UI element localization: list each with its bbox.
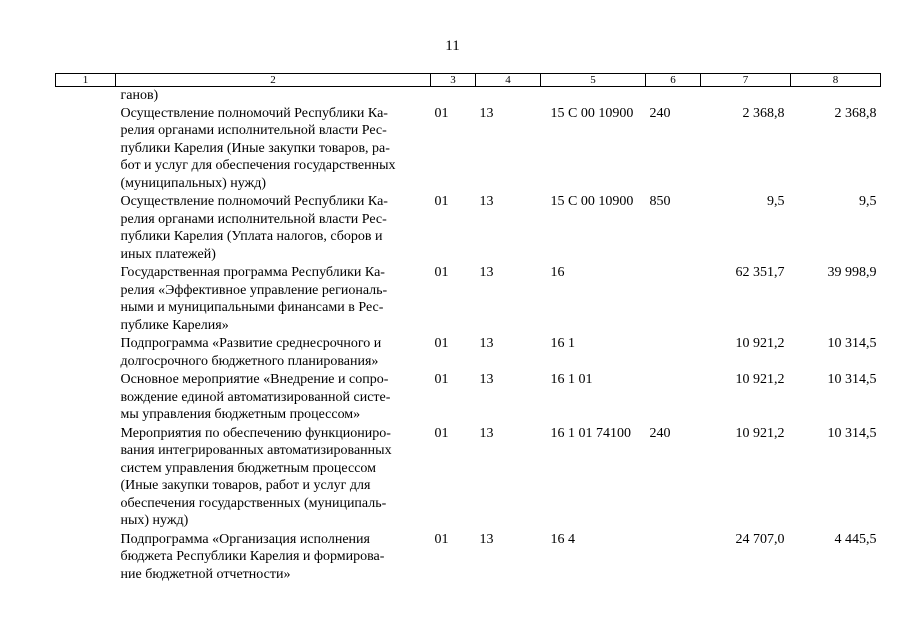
amount-1: 10 921,2: [735, 336, 785, 351]
cell-col-1: [56, 371, 116, 425]
name-line: бюджета Республики Карелия и формирова-: [120, 549, 385, 564]
name-line: публики Карелия (Уплата налогов, сборов и: [120, 229, 383, 244]
amount-2: 10 314,5: [827, 336, 877, 351]
amount-2: 39 998,9: [827, 265, 877, 280]
name-line: Подпрограмма «Организация исполнения: [120, 531, 370, 547]
column-header-6: 6: [646, 74, 701, 87]
target-article-code: 16: [550, 265, 565, 280]
row-name: [116, 335, 431, 371]
cell-col-1: [56, 335, 116, 371]
name-line: ных) нужд): [120, 513, 189, 528]
budget-table: [55, 73, 881, 584]
table-row: [56, 193, 881, 264]
column-numbers-row: [56, 74, 881, 87]
column-header-4: 4: [476, 74, 541, 87]
column-header-2: 2: [116, 74, 431, 87]
target-article-code: 16 1 01 74100: [550, 425, 631, 441]
section-code: 01: [434, 531, 449, 547]
subsection-code: 13: [479, 336, 494, 351]
name-line: (Иные закупки товаров, работ и услуг для: [120, 478, 371, 493]
name-line: Подпрограмма «Развитие среднесрочного и: [120, 336, 382, 351]
name-line: систем управления бюджетным процессом: [120, 460, 377, 476]
name-line: Осуществление полномочий Республики Ка-: [120, 105, 388, 121]
target-article-code: 15 С 00 10900: [550, 105, 634, 121]
row-name: [116, 105, 431, 194]
table-row: [56, 105, 881, 194]
column-header-7: 7: [701, 74, 791, 87]
amount-2: 10 314,5: [827, 425, 877, 441]
table-row: [56, 531, 881, 585]
table-row: [56, 335, 881, 371]
cell-col-1: [56, 264, 116, 335]
amount-1: 62 351,7: [735, 265, 785, 280]
page-number: 11: [445, 38, 460, 54]
target-article-code: 16 1 01: [550, 372, 593, 387]
expense-type-code: [646, 371, 701, 425]
name-line: обеспечения государственных (муниципаль-: [120, 495, 387, 511]
name-line: вождение единой автоматизированной систе-: [120, 389, 391, 405]
section-code: 01: [434, 265, 449, 280]
expense-type-code: 850: [649, 194, 671, 209]
target-article-code: 16 4: [550, 531, 575, 547]
name-line: публике Карелия»: [120, 317, 229, 333]
column-header-3: 3: [431, 74, 476, 87]
amount-1: 2 368,8: [742, 105, 785, 121]
row-name: [116, 531, 431, 585]
cell-col-1: [56, 531, 116, 585]
section-code: 01: [434, 105, 449, 121]
amount-1: 10 921,2: [735, 425, 785, 441]
row-name: [116, 425, 431, 531]
amount-1: 10 921,2: [735, 372, 785, 387]
subsection-code: 13: [479, 265, 494, 280]
row-name: [116, 264, 431, 335]
amount-2: 10 314,5: [827, 372, 877, 387]
subsection-code: 13: [479, 105, 494, 121]
continuation-row: [56, 87, 881, 105]
amount-2: 4 445,5: [834, 531, 877, 547]
column-header-5: 5: [541, 74, 646, 87]
continuation-text: [116, 87, 431, 105]
name-line: Основное мероприятие «Внедрение и сопро-: [120, 372, 389, 387]
section-code: 01: [434, 372, 449, 387]
row-name: [116, 371, 431, 425]
column-header-8: 8: [791, 74, 881, 87]
name-line: Мероприятия по обеспечению функциониро-: [120, 425, 391, 441]
name-line: ганов): [120, 88, 159, 103]
section-code: 01: [434, 194, 449, 209]
table-row: [56, 425, 881, 531]
amount-1: 24 707,0: [735, 531, 785, 547]
table-row: [56, 264, 881, 335]
name-line: мы управления бюджетным процессом»: [120, 407, 361, 422]
amount-2: 2 368,8: [834, 105, 877, 121]
target-article-code: 15 С 00 10900: [550, 194, 634, 209]
subsection-code: 13: [479, 194, 494, 209]
subsection-code: 13: [479, 372, 494, 387]
name-line: долгосрочного бюджетного планирования»: [120, 353, 379, 369]
name-line: бот и услуг для обеспечения государственных: [120, 158, 396, 173]
name-line: (муниципальных) нужд): [120, 175, 267, 191]
row-name: [116, 193, 431, 264]
expense-type-code: 240: [649, 105, 671, 121]
name-line: вания интегрированных автоматизированных: [120, 443, 392, 458]
expense-type-code: [646, 335, 701, 371]
name-line: Государственная программа Республики Ка-: [120, 265, 385, 280]
expense-type-code: [646, 531, 701, 585]
cell-col-1: [56, 193, 116, 264]
name-line: иных платежей): [120, 246, 216, 262]
name-line: публики Карелия (Иные закупки товаров, ра-: [120, 140, 390, 156]
expense-type-code: 240: [649, 425, 671, 441]
subsection-code: 13: [479, 531, 494, 547]
name-line: релия органами исполнительной власти Рес-: [120, 211, 387, 227]
cell-col-1: [56, 425, 116, 531]
table-body: [56, 87, 881, 585]
name-line: релия органами исполнительной власти Рес-: [120, 123, 387, 138]
name-line: Осуществление полномочий Республики Ка-: [120, 194, 388, 209]
cell-col-1: [56, 105, 116, 194]
expense-type-code: [646, 264, 701, 335]
name-line: релия «Эффективное управление региональ-: [120, 282, 388, 298]
section-code: 01: [434, 336, 449, 351]
name-line: ными и муниципальными финансами в Рес-: [120, 300, 384, 315]
subsection-code: 13: [479, 425, 494, 441]
section-code: 01: [434, 425, 449, 441]
table-row: [56, 371, 881, 425]
amount-2: 9,5: [859, 194, 877, 209]
column-header-1: 1: [56, 74, 116, 87]
target-article-code: 16 1: [550, 336, 575, 351]
name-line: ние бюджетной отчетности»: [120, 566, 291, 582]
table-header: [56, 74, 881, 87]
amount-1: 9,5: [767, 194, 785, 209]
